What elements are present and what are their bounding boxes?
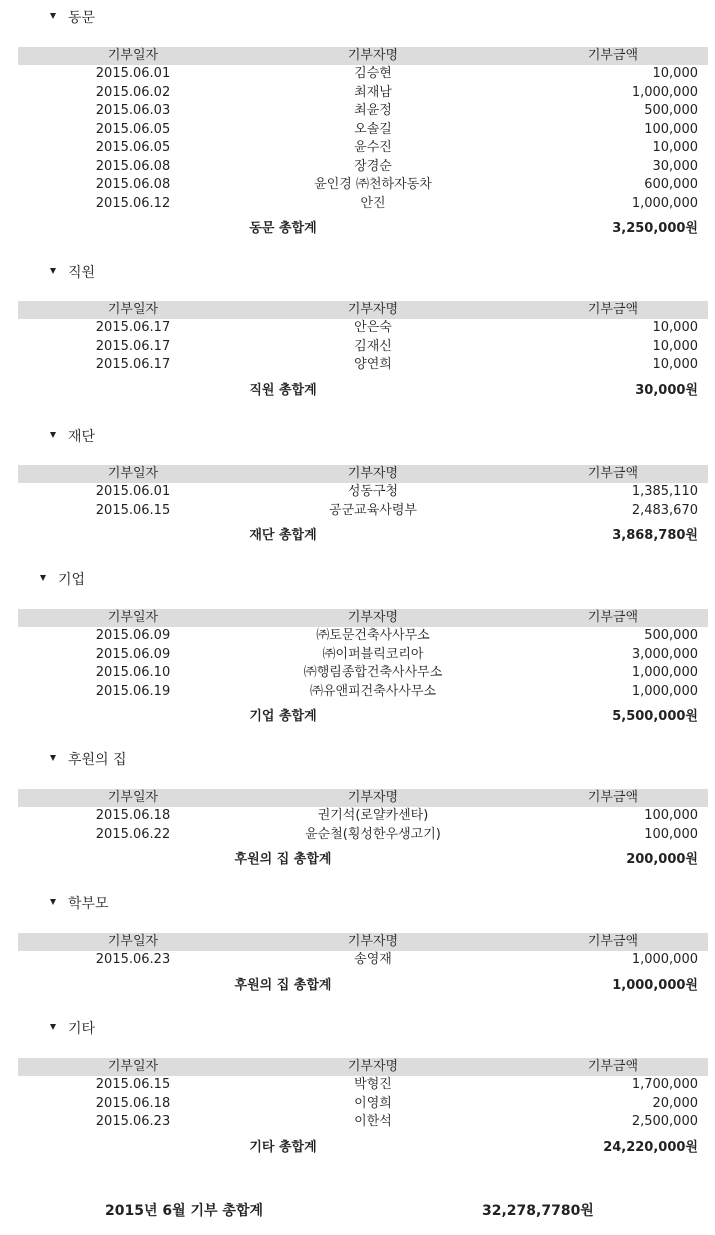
section-total	[18, 976, 708, 996]
table-header	[18, 609, 708, 627]
table-row	[18, 1113, 708, 1132]
row-amount: 10,000	[652, 338, 698, 354]
section-total-amount: 5,500,000원	[612, 709, 698, 724]
row-amount: 3,000,000	[631, 646, 698, 662]
row-amount: 10,000	[652, 140, 698, 155]
grand-total-amount: 32,278,7780원	[482, 1203, 594, 1219]
section-heading[interactable]	[50, 750, 127, 770]
section-total	[18, 526, 708, 546]
expand-triangle-icon	[50, 268, 56, 274]
section-total	[18, 850, 708, 870]
row-date: 2015.06.08	[95, 177, 171, 192]
header-amount: 기부금액	[587, 1059, 639, 1074]
row-date: 2015.06.12	[95, 195, 171, 211]
table-row	[18, 502, 708, 521]
row-date: 2015.06.15	[95, 1077, 171, 1092]
grand-total	[0, 1200, 715, 1222]
row-date: 2015.06.17	[95, 357, 171, 372]
row-amount: 10,000	[652, 320, 698, 335]
row-donor-name: 최윤정	[354, 103, 392, 118]
row-date: 2015.06.05	[95, 140, 171, 155]
table-row	[18, 951, 708, 970]
table-row	[18, 1095, 708, 1114]
section-total-amount: 3,250,000원	[612, 221, 698, 236]
section-title: 재단	[68, 429, 96, 445]
row-date: 2015.06.18	[95, 808, 171, 823]
row-donor-name: 이영희	[354, 1095, 392, 1111]
section-total	[18, 219, 708, 239]
section-total-amount: 30,000원	[635, 382, 698, 398]
row-amount: 600,000	[644, 177, 698, 192]
row-date: 2015.06.15	[95, 502, 171, 518]
table-row	[18, 121, 708, 140]
row-donor-name: 윤순철(횡성한우생고기)	[305, 826, 441, 842]
row-donor-name: ㈜유앤피건축사사무소	[309, 683, 437, 699]
row-date: 2015.06.18	[95, 1095, 171, 1111]
header-date: 기부일자	[107, 302, 159, 317]
row-amount: 20,000	[652, 1095, 698, 1111]
table-row	[18, 84, 708, 103]
section-title: 기타	[68, 1021, 96, 1037]
table-row	[18, 826, 708, 845]
row-donor-name: ㈜이퍼블릭코리아	[322, 646, 424, 662]
row-donor-name: 김재신	[354, 338, 392, 354]
expand-triangle-icon	[50, 13, 56, 19]
row-amount: 1,000,000	[631, 665, 698, 680]
row-date: 2015.06.09	[95, 628, 171, 643]
row-date: 2015.06.19	[95, 683, 171, 699]
table-row	[18, 356, 708, 375]
header-date: 기부일자	[107, 48, 159, 63]
header-name: 기부자명	[347, 610, 399, 625]
section-title: 동문	[68, 10, 96, 26]
row-date: 2015.06.05	[95, 121, 171, 137]
row-donor-name: 공군교육사령부	[329, 502, 417, 518]
row-amount: 100,000	[644, 121, 698, 137]
section-title: 학부모	[68, 896, 109, 912]
table-row	[18, 65, 708, 84]
row-donor-name: 권기석(로얄카센타)	[317, 808, 429, 823]
row-date: 2015.06.01	[95, 484, 171, 499]
row-amount: 1,385,110	[631, 484, 698, 499]
row-donor-name: 오솔길	[354, 121, 392, 137]
header-date: 기부일자	[107, 1059, 159, 1074]
row-amount: 1,000,000	[631, 952, 698, 967]
section-heading[interactable]	[50, 1019, 95, 1039]
row-date: 2015.06.17	[95, 320, 171, 335]
header-name: 기부자명	[347, 934, 399, 949]
table-row	[18, 664, 708, 683]
header-amount: 기부금액	[587, 610, 639, 625]
row-amount: 2,483,670	[631, 502, 698, 518]
header-date: 기부일자	[107, 934, 159, 949]
row-donor-name: 송영재	[354, 952, 392, 967]
table-row	[18, 176, 708, 195]
header-date: 기부일자	[107, 610, 159, 625]
table-row	[18, 646, 708, 665]
section-title: 후원의 집	[68, 752, 127, 768]
row-amount: 100,000	[644, 826, 698, 842]
header-amount: 기부금액	[587, 466, 639, 481]
table-header	[18, 47, 708, 65]
row-amount: 100,000	[644, 808, 698, 823]
row-donor-name: 윤수진	[354, 140, 392, 155]
table-header	[18, 789, 708, 807]
row-amount: 500,000	[644, 628, 698, 643]
row-donor-name: 김승현	[354, 66, 392, 81]
row-amount: 2,500,000	[631, 1114, 698, 1129]
section-total	[18, 381, 708, 401]
header-date: 기부일자	[107, 466, 159, 481]
section-total-label: 직원 총합계	[249, 382, 317, 398]
expand-triangle-icon	[40, 575, 46, 581]
table-header	[18, 301, 708, 319]
row-donor-name: 박형진	[354, 1077, 392, 1092]
row-donor-name: 안진	[360, 195, 386, 211]
row-donor-name: 안은숙	[354, 320, 392, 335]
section-total-label: 재단 총합계	[249, 528, 317, 543]
header-name: 기부자명	[347, 466, 399, 481]
row-amount: 1,000,000	[631, 683, 698, 699]
section-total	[18, 707, 708, 727]
section-total-label: 후원의 집 총합계	[234, 977, 332, 993]
table-header	[18, 933, 708, 951]
table-header	[18, 1058, 708, 1076]
section-total-amount: 1,000,000원	[612, 977, 698, 993]
section-heading[interactable]	[50, 8, 95, 28]
header-name: 기부자명	[347, 302, 399, 317]
row-donor-name: 성동구청	[347, 484, 399, 499]
section-total-amount: 24,220,000원	[603, 1139, 698, 1155]
row-date: 2015.06.08	[95, 158, 171, 174]
header-amount: 기부금액	[587, 302, 639, 317]
row-donor-name: ㈜토문건축사사무소	[316, 628, 430, 643]
section-heading[interactable]	[50, 427, 95, 447]
row-date: 2015.06.02	[95, 84, 171, 100]
table-row	[18, 627, 708, 646]
grand-total-label: 2015년 6월 기부 총합계	[105, 1203, 263, 1219]
section-heading[interactable]	[40, 570, 85, 590]
row-date: 2015.06.23	[95, 1114, 171, 1129]
header-name: 기부자명	[347, 790, 399, 805]
header-amount: 기부금액	[587, 934, 639, 949]
row-date: 2015.06.22	[95, 826, 171, 842]
section-heading[interactable]	[50, 894, 109, 914]
row-donor-name: 최재남	[354, 84, 392, 100]
expand-triangle-icon	[50, 1024, 56, 1030]
row-amount: 10,000	[652, 357, 698, 372]
row-amount: 30,000	[652, 158, 698, 174]
section-heading[interactable]	[50, 263, 95, 283]
table-row	[18, 683, 708, 702]
section-total-amount: 200,000원	[626, 852, 698, 867]
expand-triangle-icon	[50, 899, 56, 905]
table-row	[18, 195, 708, 214]
row-donor-name: 이한석	[354, 1114, 392, 1129]
header-name: 기부자명	[347, 1059, 399, 1074]
header-amount: 기부금액	[587, 48, 639, 63]
section-total	[18, 1138, 708, 1158]
row-date: 2015.06.23	[95, 952, 171, 967]
section-total-label: 동문 총합계	[249, 221, 317, 236]
row-date: 2015.06.10	[95, 665, 171, 680]
section-total-label: 기타 총합계	[249, 1139, 317, 1155]
table-row	[18, 483, 708, 502]
table-row	[18, 319, 708, 338]
section-title: 직원	[68, 265, 96, 281]
row-amount: 1,000,000	[631, 195, 698, 211]
section-title: 기업	[58, 572, 86, 588]
row-amount: 500,000	[644, 103, 698, 118]
row-amount: 1,700,000	[631, 1077, 698, 1092]
expand-triangle-icon	[50, 432, 56, 438]
row-date: 2015.06.03	[95, 103, 171, 118]
row-donor-name: 양연희	[354, 357, 392, 372]
header-name: 기부자명	[347, 48, 399, 63]
header-amount: 기부금액	[587, 790, 639, 805]
table-row	[18, 807, 708, 826]
row-date: 2015.06.09	[95, 646, 171, 662]
row-donor-name: 윤인경 ㈜천하자동차	[314, 177, 432, 192]
section-total-label: 후원의 집 총합계	[234, 852, 332, 867]
section-total-label: 기업 총합계	[249, 709, 317, 724]
row-amount: 1,000,000	[631, 84, 698, 100]
expand-triangle-icon	[50, 755, 56, 761]
row-amount: 10,000	[652, 66, 698, 81]
table-header	[18, 465, 708, 483]
table-row	[18, 158, 708, 177]
table-row	[18, 102, 708, 121]
table-row	[18, 338, 708, 357]
row-date: 2015.06.17	[95, 338, 171, 354]
row-date: 2015.06.01	[95, 66, 171, 81]
row-donor-name: 장경순	[354, 158, 392, 174]
table-row	[18, 139, 708, 158]
table-row	[18, 1076, 708, 1095]
header-date: 기부일자	[107, 790, 159, 805]
row-donor-name: ㈜행림종합건축사사무소	[303, 665, 443, 680]
section-total-amount: 3,868,780원	[612, 528, 698, 543]
